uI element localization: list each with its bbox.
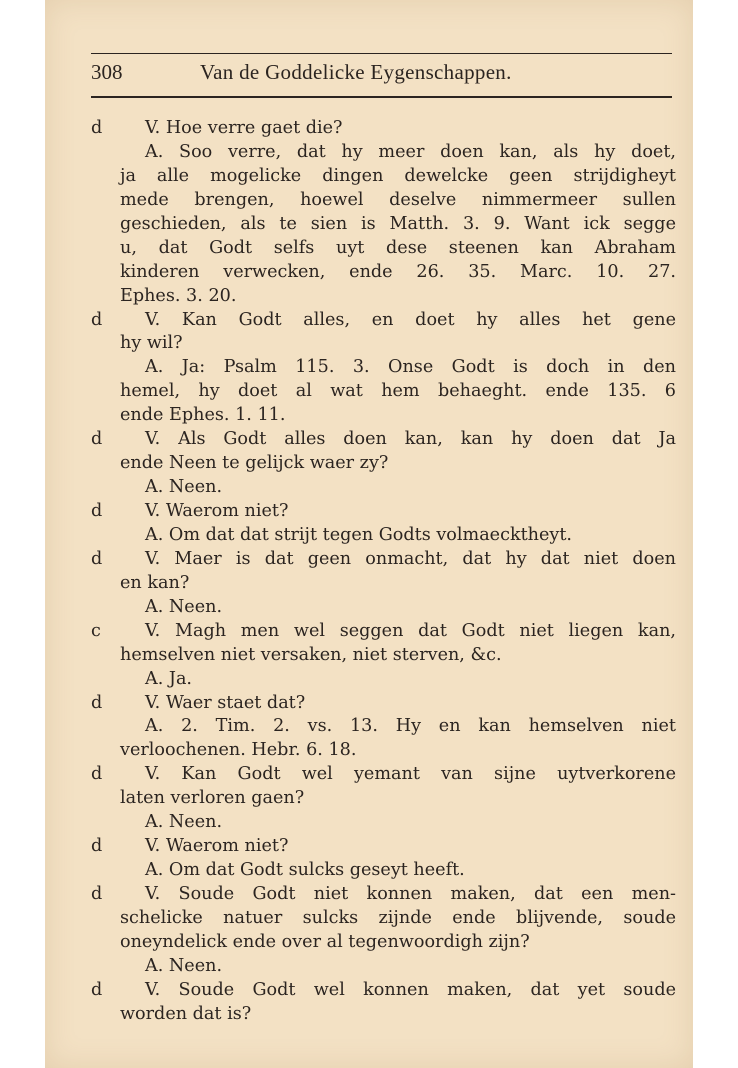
question-line: V. Waerom niet? [145, 836, 289, 857]
text-line [45, 907, 693, 931]
margin-marker: d [91, 979, 103, 1000]
question-line: V. Soude Godt niet konnen maken, dat een men- [145, 884, 676, 904]
text-line [45, 261, 693, 285]
answer-line: A. 2. Tim. 2. vs. 13. Hy en kan hemselven niet [145, 716, 676, 737]
answer-line: A. Om dat dat strijt tegen Godts volmaecktheyt. [145, 524, 573, 545]
text-line [45, 931, 693, 955]
text-line [45, 715, 693, 739]
text-line [45, 452, 693, 476]
margin-marker: c [91, 620, 101, 641]
continuation-line: mede brengen, hoewel deselve nimmermeer sullen [120, 189, 676, 210]
text-line [45, 404, 693, 428]
question-line: V. Soude Godt wel konnen maken, dat yet soude [145, 979, 676, 1000]
text-line [45, 141, 693, 165]
text-line [45, 285, 693, 309]
continuation-line: worden dat is? [120, 1003, 252, 1024]
margin-marker: d [91, 764, 103, 785]
continuation-line: u, dat Godt selfs uyt dese steenen kan Abraham [120, 237, 676, 258]
continuation-line: verloochenen. Hebr. 6. 18. [120, 740, 357, 761]
text-line [45, 1003, 693, 1027]
text-line [45, 955, 693, 979]
continuation-line: geschieden, als te sien is Matth. 3. 9. Want ick segge [120, 213, 676, 234]
text-line [45, 548, 693, 572]
text-line [45, 739, 693, 763]
text-line [45, 428, 693, 452]
margin-marker: d [91, 118, 103, 138]
margin-marker: d [91, 836, 103, 857]
text-line [45, 189, 693, 213]
text-line [45, 165, 693, 189]
answer-line: A. Ja. [145, 668, 193, 689]
continuation-line: ende Ephes. 1. 11. [120, 405, 286, 426]
text-line [45, 117, 693, 141]
body-text [45, 117, 693, 1027]
answer-line: A. Neen. [145, 955, 223, 976]
text-line [45, 811, 693, 835]
question-line: V. Magh men wel seggen dat Godt niet liegen kan, [145, 620, 676, 641]
continuation-line: ende Neen te gelijck waer zy? [120, 453, 389, 474]
question-line: V. Kan Godt wel yemant van sijne uytverkorene [145, 764, 676, 785]
header-rule-bottom [91, 96, 672, 98]
header-rule-top [91, 53, 672, 54]
text-line [45, 596, 693, 620]
text-line [45, 692, 693, 716]
text-line [45, 668, 693, 692]
answer-line: A. Ja: Psalm 115. 3. Onse Godt is doch in den [145, 357, 676, 378]
question-line: V. Waerom niet? [145, 501, 289, 521]
margin-marker: d [91, 309, 103, 330]
text-line [45, 763, 693, 787]
text-line [45, 213, 693, 237]
continuation-line: hemselven niet versaken, niet sterven, &c. [120, 644, 502, 665]
answer-line: A. Om dat Godt sulcks geseyt heeft. [145, 860, 465, 881]
text-line [45, 524, 693, 548]
question-line: V. Hoe verre gaet die? [145, 118, 343, 138]
question-line: V. Maer is dat geen onmacht, dat hy dat niet doen [145, 548, 676, 569]
continuation-line: laten verloren gaen? [120, 788, 305, 809]
text-line [45, 309, 693, 333]
text-line [45, 787, 693, 811]
text-line [45, 237, 693, 261]
text-line [45, 859, 693, 883]
margin-marker: d [91, 692, 103, 713]
running-head: Van de Goddelicke Eygenschappen. [200, 60, 512, 84]
text-line [45, 572, 693, 596]
answer-line: A. Neen. [145, 477, 223, 498]
continuation-line: hy wil? [120, 333, 183, 354]
continuation-line: en kan? [120, 572, 190, 593]
page-number: 308 [91, 60, 123, 84]
text-line [45, 979, 693, 1003]
continuation-line: Ephes. 3. 20. [120, 285, 237, 306]
text-line [45, 356, 693, 380]
question-line: V. Als Godt alles doen kan, kan hy doen dat Ja [145, 429, 676, 450]
text-line [45, 883, 693, 907]
question-line: V. Kan Godt alles, en doet hy alles het gene [145, 309, 676, 330]
text-line [45, 835, 693, 859]
answer-line: A. Neen. [145, 596, 223, 617]
continuation-line: oneyndelick ende over al tegenwoordigh zijn? [120, 931, 530, 952]
margin-marker: d [91, 548, 103, 569]
margin-marker: d [91, 429, 103, 450]
text-line [45, 620, 693, 644]
text-line [45, 380, 693, 404]
text-line [45, 644, 693, 668]
book-page [45, 0, 693, 1068]
text-line [45, 332, 693, 356]
text-line [45, 476, 693, 500]
margin-marker: d [91, 884, 103, 904]
margin-marker: d [91, 501, 103, 521]
continuation-line: ja alle mogelicke dingen dewelcke geen strijdigheyt [120, 165, 676, 186]
question-line: V. Waer staet dat? [145, 692, 306, 713]
continuation-line: hemel, hy doet al wat hem behaeght. ende 135. 6 [120, 381, 676, 402]
continuation-line: kinderen verwecken, ende 26. 35. Marc. 10. 27. [120, 261, 676, 282]
continuation-line: schelicke natuer sulcks zijnde ende blijvende, soude [120, 907, 676, 928]
answer-line: A. Soo verre, dat hy meer doen kan, als hy doet, [145, 141, 676, 162]
answer-line: A. Neen. [145, 812, 223, 833]
text-line [45, 500, 693, 524]
